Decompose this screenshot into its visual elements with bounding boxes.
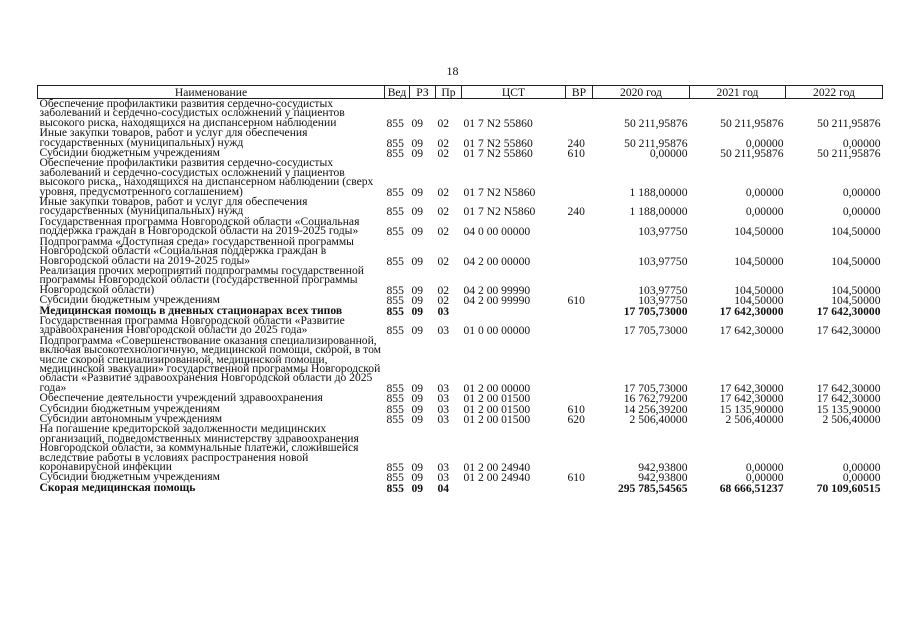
- cell-2020: 16 762,79200: [623, 392, 688, 406]
- cell-2022: 15 135,90000: [816, 402, 881, 416]
- cell-pr: 03: [437, 304, 450, 318]
- cell-2021: 17 642,30000: [719, 324, 784, 338]
- cell-ved: 855: [386, 147, 404, 161]
- cell-vr: [566, 266, 593, 295]
- header-name: Наименование: [38, 86, 385, 99]
- cell-2020: 103,97750: [638, 294, 688, 308]
- cell-pr: 03: [437, 413, 450, 426]
- cell-cst: 04 2 00 99990: [463, 294, 531, 308]
- table-row: [38, 197, 883, 217]
- cell-ved: 855: [386, 283, 404, 297]
- cell-rz: 09: [411, 185, 424, 199]
- cell-vr: 610: [567, 471, 585, 485]
- cell-2021: 17 642,30000: [719, 304, 784, 318]
- cell-cst: 04 2 00 99990: [463, 283, 531, 297]
- cell-ved: 855: [386, 185, 404, 199]
- cell-vr: [566, 99, 593, 129]
- header-cst: ЦСТ: [462, 86, 566, 99]
- cell-rz: 09: [411, 147, 424, 161]
- cell-vr: [566, 483, 593, 493]
- cell-ved: 855: [386, 254, 404, 268]
- cell-2020: 17 705,73000: [623, 381, 688, 395]
- budget-table: [37, 85, 883, 493]
- cell-cst: [462, 483, 566, 493]
- table-row: [38, 99, 883, 129]
- cell-pr: 02: [437, 225, 450, 239]
- cell-name: На погашение кредиторской задолженности медицинских организаций, подведомственных министерству здравоохранения Новгородской области, за коммунальные платежи, сложившейся вследствие работы в условиях распространения новой коронавирусной инфекции: [39, 422, 359, 474]
- cell-2021: 50 211,95876: [720, 147, 784, 161]
- table-row: [38, 158, 883, 197]
- cell-2022: 50 211,95876: [817, 147, 881, 161]
- cell-vr: [566, 336, 593, 393]
- cell-rz: 09: [411, 402, 424, 416]
- cell-pr: 02: [437, 136, 450, 150]
- cell-cst: 01 2 00 01500: [463, 413, 531, 426]
- cell-pr: 02: [437, 254, 450, 268]
- cell-ved: 855: [386, 324, 404, 338]
- cell-name: Иные закупки товаров, работ и услуг для обеспечения государственных (муниципальных) нужд: [39, 126, 308, 149]
- cell-2022: 0,00000: [842, 461, 881, 475]
- cell-ved: 855: [386, 471, 404, 485]
- cell-ved: 855: [386, 481, 404, 495]
- cell-cst: 01 7 N2 N5860: [463, 205, 536, 219]
- cell-vr: [566, 217, 593, 237]
- cell-cst: 01 7 N2 N5860: [463, 185, 536, 199]
- cell-vr: 610: [567, 147, 585, 161]
- cell-rz: 09: [411, 381, 424, 395]
- cell-pr: 03: [437, 461, 450, 475]
- cell-ved: 855: [386, 116, 404, 130]
- cell-vr: 610: [567, 294, 585, 308]
- cell-vr: [566, 306, 593, 316]
- cell-2021: 0,00000: [745, 461, 784, 475]
- cell-2020: 942,93800: [638, 461, 688, 475]
- cell-name: Субсидии бюджетным учреждениям: [39, 470, 220, 484]
- cell-2022: 0,00000: [842, 471, 881, 485]
- cell-2021: 104,50000: [734, 254, 784, 268]
- table-row: [38, 336, 883, 393]
- cell-2022: 17 642,30000: [816, 304, 881, 318]
- cell-cst: 01 7 N2 55860: [463, 147, 533, 161]
- cell-vr: [566, 158, 593, 197]
- cell-2021: 2 506,40000: [725, 413, 784, 426]
- cell-2022: 0,00000: [842, 136, 881, 150]
- cell-cst: 01 2 00 01500: [463, 402, 531, 416]
- cell-2020: 17 705,73000: [623, 324, 688, 338]
- cell-pr: 02: [437, 283, 450, 297]
- cell-ved: 855: [386, 413, 404, 426]
- cell-pr: 02: [437, 116, 450, 130]
- cell-2020: 942,93800: [638, 471, 688, 485]
- header-vr: ВР: [566, 86, 593, 99]
- page-number: 18: [446, 64, 459, 78]
- cell-pr: 02: [437, 205, 450, 219]
- cell-name: Обеспечение профилактики развития сердечно-сосудистых заболеваний и сердечно-сосудистых осложнений у пациентов высокого риска, находящихся на диспансерном наблюдении: [39, 97, 345, 129]
- cell-cst: 04 2 00 00000: [463, 254, 531, 268]
- cell-2021: 0,00000: [745, 185, 784, 199]
- cell-pr: 03: [437, 402, 450, 416]
- cell-ved: 855: [386, 294, 404, 308]
- cell-ved: 855: [386, 225, 404, 239]
- cell-cst: 01 2 00 24940: [463, 461, 531, 475]
- cell-2022: 104,50000: [831, 254, 881, 268]
- cell-cst: 01 7 N2 55860: [463, 116, 533, 130]
- cell-name: Подпрограмма «Доступная среда» государственной программы Новгородской области «Социальная поддержка граждан в Новгородской области на 2019-2025 годы»: [39, 234, 354, 267]
- cell-vr: [566, 424, 593, 472]
- cell-ved: 855: [386, 205, 404, 219]
- cell-vr: 240: [567, 136, 585, 150]
- cell-cst: [462, 306, 566, 316]
- cell-name: Субсидии бюджетным учреждениям: [39, 401, 220, 415]
- table-row: [38, 217, 883, 237]
- cell-rz: 09: [411, 324, 424, 338]
- cell-2020: 103,97750: [638, 254, 688, 268]
- cell-rz: 09: [411, 413, 424, 426]
- cell-pr: 02: [437, 294, 450, 308]
- cell-2022: 0,00000: [842, 185, 881, 199]
- cell-2022: 0,00000: [842, 205, 881, 219]
- cell-name: Субсидии бюджетным учреждениям: [39, 146, 220, 160]
- cell-2020: 14 256,39200: [623, 402, 688, 416]
- cell-2022: 104,50000: [831, 294, 881, 308]
- cell-rz: 09: [411, 254, 424, 268]
- cell-2022: 50 211,95876: [817, 116, 881, 130]
- cell-vr: 610: [567, 402, 585, 416]
- cell-pr: 03: [437, 471, 450, 485]
- cell-2021: 17 642,30000: [719, 392, 784, 406]
- cell-rz: 09: [411, 392, 424, 406]
- cell-2022: 2 506,40000: [822, 413, 881, 426]
- cell-rz: 09: [411, 294, 424, 308]
- cell-name: Государственная программа Новгородской области «Развитие здравоохранения Новгородской области до 2025 года»: [39, 313, 345, 337]
- table-row: [38, 424, 883, 472]
- cell-rz: 09: [411, 471, 424, 485]
- table-row: [38, 266, 883, 295]
- cell-2022: 17 642,30000: [816, 324, 881, 338]
- cell-rz: 09: [411, 481, 424, 495]
- cell-2022: 104,50000: [831, 225, 881, 239]
- cell-rz: 09: [411, 136, 424, 150]
- cell-name: Реализация прочих мероприятий подпрограммы государственной программы Новгородской области (государственной программы Новгородской области): [39, 263, 364, 296]
- cell-pr: 03: [437, 324, 450, 338]
- cell-name: Обеспечение профилактики развития сердечно-сосудистых заболеваний и сердечно-сосудистых осложнений у пациентов высокого риска,, находящихся на диспансерном наблюдении (сверх уровня, предусмотренного соглашением): [39, 156, 374, 198]
- header-2022: 2022 год: [786, 86, 883, 99]
- cell-2021: 104,50000: [734, 225, 784, 239]
- header-pr: Пр: [436, 86, 462, 99]
- header-rz: РЗ: [410, 86, 436, 99]
- cell-vr: 240: [567, 205, 585, 219]
- cell-2022: 70 109,60515: [816, 481, 881, 495]
- cell-2020: 17 705,73000: [623, 304, 688, 318]
- cell-2022: 17 642,30000: [816, 392, 881, 406]
- cell-2021: 68 666,51237: [719, 481, 784, 495]
- cell-2022: 104,50000: [831, 283, 881, 297]
- cell-2020: 0,00000: [649, 147, 688, 161]
- cell-vr: [566, 237, 593, 266]
- cell-2021: 104,50000: [734, 294, 784, 308]
- cell-rz: 09: [411, 116, 424, 130]
- cell-vr: 620: [567, 413, 585, 426]
- table-body: [38, 99, 883, 494]
- cell-pr: 03: [437, 392, 450, 406]
- cell-rz: 09: [411, 283, 424, 297]
- cell-cst: 01 7 N2 55860: [463, 136, 533, 150]
- cell-2022: 17 642,30000: [816, 381, 881, 395]
- header-2021: 2021 год: [690, 86, 786, 99]
- cell-2021: 0,00000: [745, 136, 784, 150]
- cell-pr: 02: [437, 147, 450, 161]
- cell-2021: 50 211,95876: [720, 116, 784, 130]
- cell-pr: 04: [437, 481, 450, 495]
- cell-ved: 855: [386, 402, 404, 416]
- cell-ved: 855: [386, 392, 404, 406]
- header-2020: 2020 год: [593, 86, 690, 99]
- cell-pr: 03: [437, 381, 450, 395]
- cell-2020: 103,97750: [638, 283, 688, 297]
- cell-name: Скорая медицинская помощь: [39, 480, 196, 494]
- cell-ved: 855: [386, 461, 404, 475]
- cell-rz: 09: [411, 461, 424, 475]
- cell-ved: 855: [386, 136, 404, 150]
- cell-name: Иные закупки товаров, работ и услуг для обеспечения государственных (муниципальных) нужд: [39, 195, 308, 218]
- cell-name: Медицинская помощь в дневных стационарах всех типов: [39, 303, 343, 317]
- cell-2021: 0,00000: [745, 205, 784, 219]
- cell-2020: 1 188,00000: [629, 185, 688, 199]
- cell-rz: 09: [411, 304, 424, 318]
- cell-cst: 01 2 00 24940: [463, 471, 531, 485]
- cell-name: Субсидии бюджетным учреждениям: [39, 293, 220, 307]
- cell-cst: 01 2 00 00000: [463, 381, 531, 395]
- cell-2021: 17 642,30000: [719, 381, 784, 395]
- cell-pr: 02: [437, 185, 450, 199]
- cell-cst: 01 2 00 01500: [463, 392, 531, 406]
- cell-name: Субсидии автономным учреждениям: [39, 412, 223, 425]
- cell-name: Обеспечение деятельности учреждений здравоохранения: [39, 391, 323, 405]
- cell-2020: 103,97750: [638, 225, 688, 239]
- header-ved: Вед: [385, 86, 410, 99]
- cell-name: Подпрограмма «Совершенствование оказания специализированной, включая высокотехнологичную, медицинской помощи, скорой, в том числе скорой специализированной, медицинской помощи, медицинской эвакуации» государственной программы Новгородской области «Развитие здравоохранения Новгородской области до 2025 года»: [39, 333, 382, 394]
- table-row: [38, 316, 883, 336]
- cell-cst: 04 0 00 00000: [463, 225, 531, 239]
- cell-ved: 855: [386, 304, 404, 318]
- cell-2020: 2 506,40000: [629, 413, 688, 426]
- cell-2020: 50 211,95876: [624, 116, 688, 130]
- cell-name: Государственная программа Новгородской области «Социальная поддержка граждан в Новгородской области на 2019-2025 годы»: [39, 214, 360, 238]
- cell-vr: [566, 316, 593, 336]
- cell-2020: 295 785,54565: [617, 481, 688, 495]
- cell-2021: 15 135,90000: [719, 402, 784, 416]
- cell-2020: 1 188,00000: [629, 205, 688, 219]
- cell-rz: 09: [411, 205, 424, 219]
- cell-2021: 0,00000: [745, 471, 784, 485]
- cell-rz: 09: [411, 225, 424, 239]
- cell-2021: 104,50000: [734, 283, 784, 297]
- table-row: [38, 237, 883, 266]
- cell-ved: 855: [386, 381, 404, 395]
- table-row: [38, 483, 883, 493]
- cell-cst: 01 0 00 00000: [463, 324, 531, 338]
- cell-2020: 50 211,95876: [624, 136, 688, 150]
